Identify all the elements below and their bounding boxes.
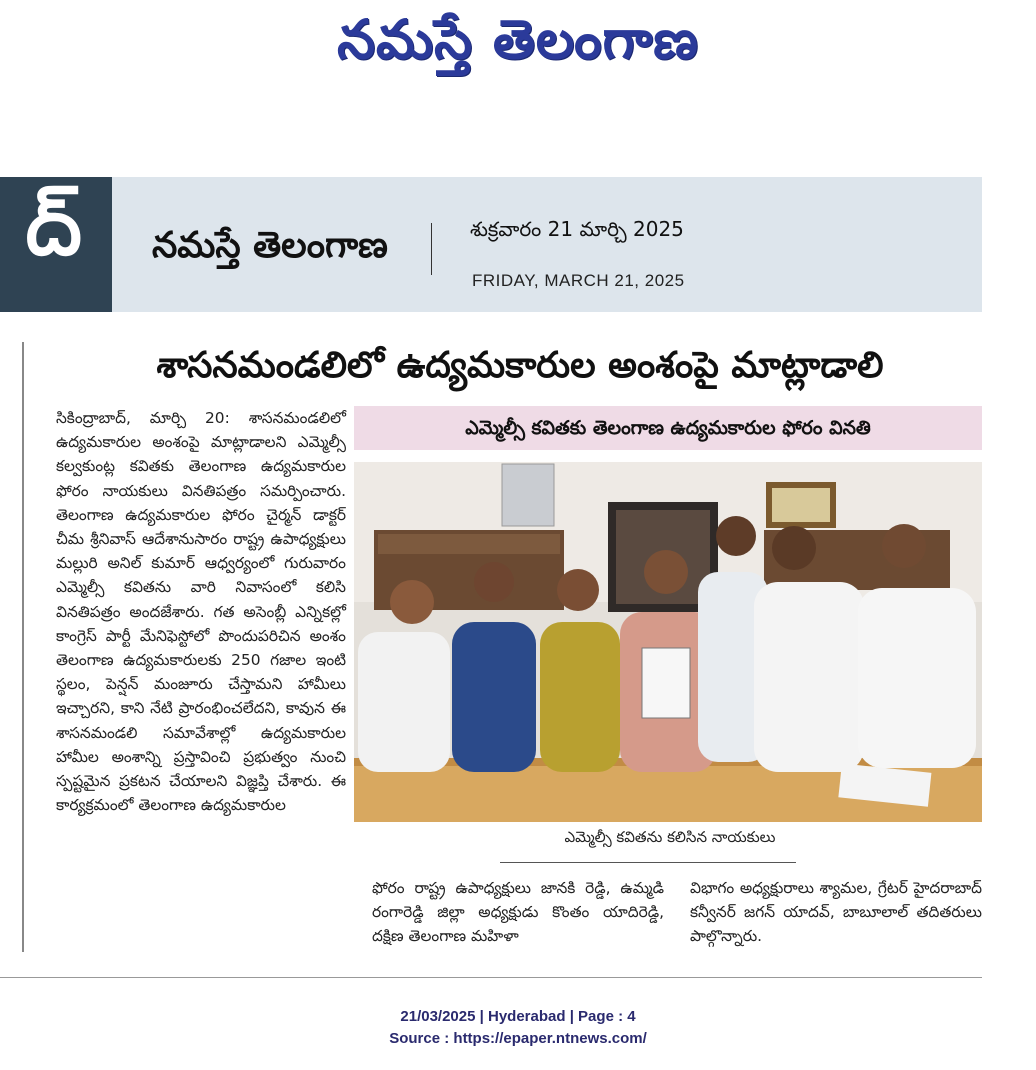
caption-rule bbox=[500, 862, 796, 863]
article-body-middle-column: ఫోరం రాష్ట్ర ఉపాధ్యక్షులు జానకి రెడ్డి, ఉమ్మడి రంగారెడ్డి జిల్లా అధ్యక్షుడు కొంతం యాదిరెడ్డి, దక్షిణ తెలంగాణ మహిళా bbox=[372, 879, 664, 946]
left-column-rule bbox=[22, 342, 24, 952]
header-date-english: FRIDAY, MARCH 21, 2025 bbox=[472, 271, 685, 290]
header-divider bbox=[431, 223, 432, 275]
bottom-rule bbox=[0, 977, 982, 978]
header-date-telugu: శుక్రవారం 21 మార్చి 2025 bbox=[470, 217, 684, 241]
footer-source-link[interactable]: Source : https://epaper.ntnews.com/ bbox=[389, 1030, 647, 1047]
article-photo bbox=[354, 462, 982, 822]
section-glyph: ద్ bbox=[25, 180, 82, 273]
section-block bbox=[0, 177, 112, 312]
article-body-left-column: సికింద్రాబాద్, మార్చి 20: శాసనమండలిలో ఉద్యమకారుల అంశంపై మాట్లాడాలని ఎమ్మెల్సీ కల్వకుంట్ల కవితకు తెలంగాణ ఉద్యమకారుల ఫోరం నాయకులు వినతిపత్రం సమర్పించారు. తెలంగాణ ఉద్యమకారుల ఫోరం చైర్మన్ డాక్టర్ చీమ శ్రీనివాస్ ఆదేశానుసారం రాష్ట్ర ఉపాధ్యక్షులు మల్లురి అనిల్ కుమార్ ఆధ్వర్యంలో గురువారం ఎమ్మెల్సీ కవితను వారి నివాసంలో కలిసి వినతిపత్రం అందజేశారు. గత అసెంబ్లీ ఎన్నికల్లో కాంగ్రెస్ పార్టీ మేనిఫెస్టోలో పొందుపరిచిన అంశం తెలంగాణ ఉద్యమకారులకు 250 గజాల ఇంటి స్థలం, పెన్షన్ మంజూరు చేస్తామని హామీలు ఇచ్చారని, కాని నేటి ప్రారంభించలేదని, కావున ఈ శాసనమండలి సమావేశాల్లో ఉద్యమకారుల హామీల అంశాన్ని ప్రస్తావించి ప్రభుత్వం నుంచి స్పష్టమైన ప్రకటన చేయాలని విజ్ఞప్తి చేశారు. ఈ కార్యక్రమంలో తెలంగాణ ఉద్యమకారుల bbox=[56, 409, 346, 815]
header-band bbox=[0, 177, 982, 312]
masthead-logo: నమస్తే తెలంగాణ bbox=[337, 8, 699, 71]
header-brand: నమస్తే తెలంగాణ bbox=[152, 225, 388, 266]
article-body-right-column: విభాగం అధ్యక్షురాలు శ్యామల, గ్రేటర్ హైదరాబాద్ కన్వీనర్ జగన్ యాదవ్, బాబూలాల్ తదితరులు పాల్గొన్నారు. bbox=[690, 879, 982, 946]
article-subhead: ఎమ్మెల్సీ కవితకు తెలంగాణ ఉద్యమకారుల ఫోరం వినతి bbox=[354, 406, 982, 450]
photo-caption: ఎమ్మెల్సీ కవితను కలిసిన నాయకులు bbox=[564, 828, 776, 846]
article-photo-illustration bbox=[354, 462, 982, 822]
footer-date-page: 21/03/2025 | Hyderabad | Page : 4 bbox=[400, 1008, 636, 1025]
article-headline: శాసనమండలిలో ఉద్యమకారుల అంశంపై మాట్లాడాలి bbox=[156, 345, 884, 386]
